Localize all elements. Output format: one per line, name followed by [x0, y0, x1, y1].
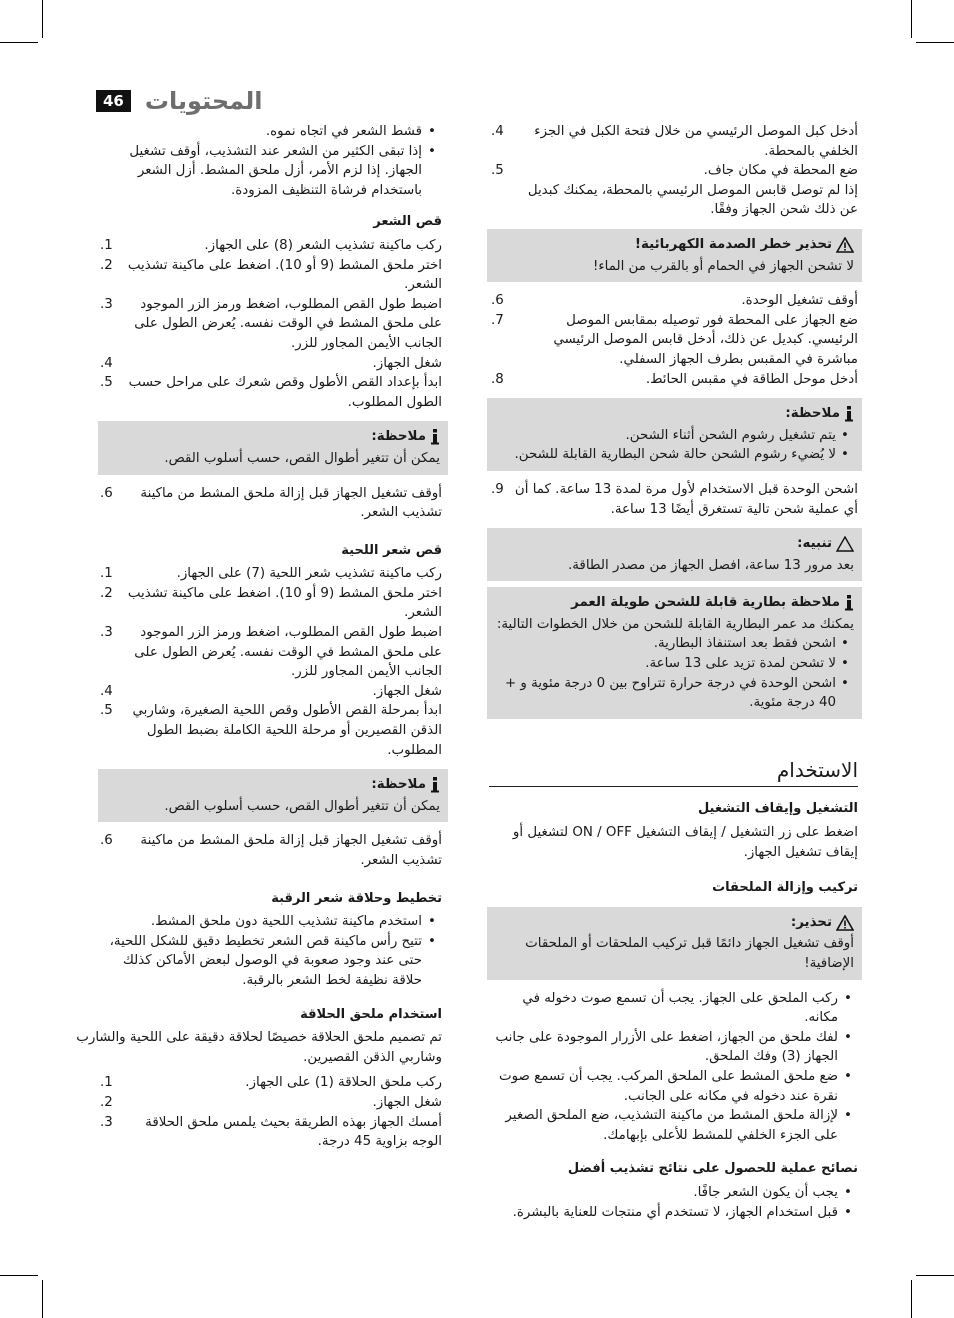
warning-triangle-icon [836, 915, 854, 931]
warning-box-attachments [487, 907, 862, 980]
left-column [76, 122, 442, 1152]
info-icon [430, 429, 440, 445]
crop-mark [0, 42, 38, 43]
list-item: • لا يُضيء رشوم الشحن حالة شحن البطارية القابلة للشحن. [514, 447, 849, 463]
warning-text: لا تشحن الجهاز في الحمام أو بالقرب من الماء! [593, 258, 854, 274]
step-item: ابدأ بإعداد القص الأطول وقص شعرك على مراحل حسب الطول المطلوب. .5 [100, 375, 442, 410]
crop-mark [42, 0, 43, 38]
step-item: ركب ملحق الحلاقة (1) على الجهاز. .1 [100, 1075, 442, 1091]
list-item: • لإزالة ملحق المشط من ماكينة التشذيب، ضع الملحق الصغير على الجزء الخلفي للمشط للأعلى بإبهامك. [505, 1108, 852, 1143]
warning-title: تحذير خطر الصدمة الكهربائية! [634, 236, 832, 252]
caution-text: بعد مرور 13 ساعة، افصل الجهاز من مصدر الطاقة. [568, 557, 854, 573]
note-title: ملاحظة بطارية قابلة للشحن طويلة العمر [571, 595, 840, 611]
step-item: ركب ماكينة تشذيب شعر اللحية (7) على الجهاز. .1 [100, 566, 442, 582]
step-item: شغل الجهاز. .4 [100, 355, 442, 371]
list-item: • قشط الشعر في اتجاه نموه. [265, 124, 436, 139]
step-item: اضبط طول القص المطلوب، اضغط ورمز الزر الموجود على ملحق المشط في الوقت نفسه. يُعرض الطول على الجانب الأيمن المجاور للزر. .3 [100, 625, 442, 680]
caution-box [487, 528, 862, 581]
list-item: • يتم تشغيل رشوم الشحن أثناء الشحن. [625, 427, 849, 443]
step-item: أوقف تشغيل الوحدة. .6 [491, 293, 858, 309]
subheading: قص شعر اللحية [341, 542, 442, 558]
crop-mark [916, 42, 954, 43]
step-item: أوقف تشغيل الجهاز قبل إزالة ملحق المشط من ماكينة تشذيب الشعر. .6 [100, 833, 442, 868]
paragraph: اضغط على زر التشغيل / إيقاف التشغيل ON / OFF لتشغيل أو إيقاف تشغيل الجهاز. [512, 825, 858, 860]
list-item: • قبل استخدام الجهاز، لا تستخدم أي منتجات للعناية بالبشرة. [512, 1204, 852, 1220]
page-number: 46 [96, 90, 131, 112]
info-icon [430, 777, 440, 793]
step-item: شغل الجهاز. .2 [100, 1094, 442, 1110]
info-icon [844, 406, 854, 422]
subheading: تركيب وإزالة الملحقات [712, 880, 858, 896]
note-box-hair [98, 421, 448, 474]
warning-title: تحذير: [790, 914, 832, 930]
step-item: اختر ملحق المشط (9 أو 10). اضغط على ماكينة تشذيب الشعر. .2 [100, 585, 442, 621]
crop-mark [42, 1280, 43, 1318]
subheading: نصائح عملية للحصول على نتائج تشذيب أفضل [567, 1161, 858, 1177]
step-item: اضبط طول القص المطلوب، اضغط ورمز الزر الموجود على ملحق المشط في الوقت نفسه. يُعرض الطول على الجانب الأيمن المجاور للزر. .3 [100, 296, 442, 351]
list-item: • ركب الملحق على الجهاز. يجب أن تسمع صوت دخوله في مكانه. [522, 990, 852, 1026]
subheading: استخدام ملحق الحلاقة [300, 1006, 442, 1022]
subheading: تخطيط وحلاقة شعر الرقبة [271, 890, 442, 906]
step-item: ضع الجهاز على المحطة فور توصيله بمقابس الموصل الرئيسي. كبديل عن ذلك، أدخل قابس الموصل الرئيسي مباشرة في المقبس بطرف الجهاز السفلي. .7 [491, 312, 858, 367]
list-item: • لا تشحن لمدة تزيد على 13 ساعة. [645, 656, 849, 672]
note-text: يمكن أن تتغير أطوال القص، حسب أسلوب القص. [164, 798, 440, 814]
list-item: • إذا تبقى الكثير من الشعر عند التشذيب، أوقف تشغيل الجهاز. إذا لزم الأمر، أزل ملحق المشط. أزل الشعر باستخدام فرشاة التنظيف المزودة. [129, 143, 436, 198]
page-title: المحتويات [144, 87, 263, 115]
step-item: ابدأ بمرحلة القص الأطول وقص اللحية الصغيرة، وشاربي الذقن القصيرين أو مرحلة اللحية الكاملة بضبط الطول المطلوب. .5 [100, 703, 442, 758]
warning-box-electric [487, 229, 862, 282]
subheading: التشغيل وإيقاف التشغيل [697, 801, 858, 817]
caution-triangle-icon [836, 536, 854, 552]
step-item: ضع المحطة في مكان جاف. .5 [491, 163, 858, 179]
note-title: ملاحظة: [371, 429, 426, 445]
step-item: أدخل موحل الطاقة في مقبس الحائط. .8 [491, 371, 858, 387]
step-item: اشحن الوحدة قبل الاستخدام لأول مرة لمدة 13 ساعة. كما أن أي عملية شحن تالية تستغرق أيضًا 13 ساعة. .9 [491, 481, 858, 517]
section-title-usage: الاستخدام [489, 761, 858, 788]
crop-mark [911, 1280, 912, 1318]
step-continuation: إذا لم توصل قابس الموصل الرئيسي بالمحطة، يمكنك كبديل عن ذلك شحن الجهاز وفقًا. [527, 182, 858, 218]
paragraph: تم تصميم ملحق الحلاقة خصيصًا لحلاقة دقيقة على اللحية والشارب وشاربي الذقن القصيرين. [76, 1030, 442, 1065]
list-item: • اشحن فقط بعد استنفاذ البطارية. [653, 636, 849, 652]
note-box-beard [98, 769, 448, 822]
note-box-battery [487, 587, 862, 719]
subheading: قص الشعر [373, 214, 442, 230]
note-box-charging [487, 398, 862, 471]
caution-title: تنبيه: [797, 536, 832, 552]
note-title: ملاحظة: [371, 777, 426, 793]
list-item: • ضع ملحق المشط على الملحق المركب. يجب أن تسمع صوت نقرة عند دخوله في مكانه على الجانب. [498, 1068, 852, 1104]
step-item: ركب ماكينة تشذيب الشعر (8) على الجهاز. .1 [100, 237, 442, 253]
crop-mark [916, 1275, 954, 1276]
note-intro: يمكنك مد عمر البطارية القابلة للشحن من خلال الخطوات التالية: [496, 616, 854, 632]
step-item: شغل الجهاز. .4 [100, 683, 442, 699]
step-item: أدخل كبل الموصل الرئيسي من خلال فتحة الكبل في الجزء الخلفي بالمحطة. .4 [491, 124, 858, 159]
step-item: أوقف تشغيل الجهاز قبل إزالة ملحق المشط من ماكينة تشذيب الشعر. .6 [100, 485, 442, 521]
info-icon [844, 595, 854, 611]
note-text: يمكن أن تتغير أطوال القص، حسب أسلوب القص. [164, 450, 440, 466]
list-item: • تتيح رأس ماكينة قص الشعر تخطيط دقيق للشكل اللحية، حتى عند وجود صعوبة في الوصول لبعض الأماكن كذلك حلاقة نظيفة لخط الشعر بالرقبة. [109, 933, 436, 988]
warning-text: أوقف تشغيل الجهاز دائمًا قبل تركيب الملحقات أو الملحقات الإضافية! [525, 936, 854, 971]
list-item: • استخدم ماكينة تشذيب اللحية دون ملحق المشط. [150, 914, 436, 930]
right-column [489, 122, 858, 1222]
step-item: أمسك الجهاز بهذه الطريقة بحيث يلمس ملحق الحلاقة الوجه بزاوية 45 درجة. .3 [100, 1114, 442, 1150]
crop-mark [911, 0, 912, 38]
page-header [96, 86, 262, 116]
list-item: • يجب أن يكون الشعر جافًا. [693, 1184, 852, 1200]
step-item: اختر ملحق المشط (9 أو 10). اضغط على ماكينة تشذيب الشعر. .2 [100, 257, 442, 293]
crop-mark [0, 1275, 38, 1276]
warning-triangle-icon [836, 237, 854, 253]
note-title: ملاحظة: [785, 406, 840, 422]
list-item: • اشحن الوحدة في درجة حرارة تتراوح بين 0 درجة مئوية و + 40 درجة مئوية. [504, 675, 849, 711]
list-item: • لفك ملحق من الجهاز، اضغط على الأزرار الموجودة على جانب الجهاز (3) وفك الملحق. [495, 1029, 852, 1065]
